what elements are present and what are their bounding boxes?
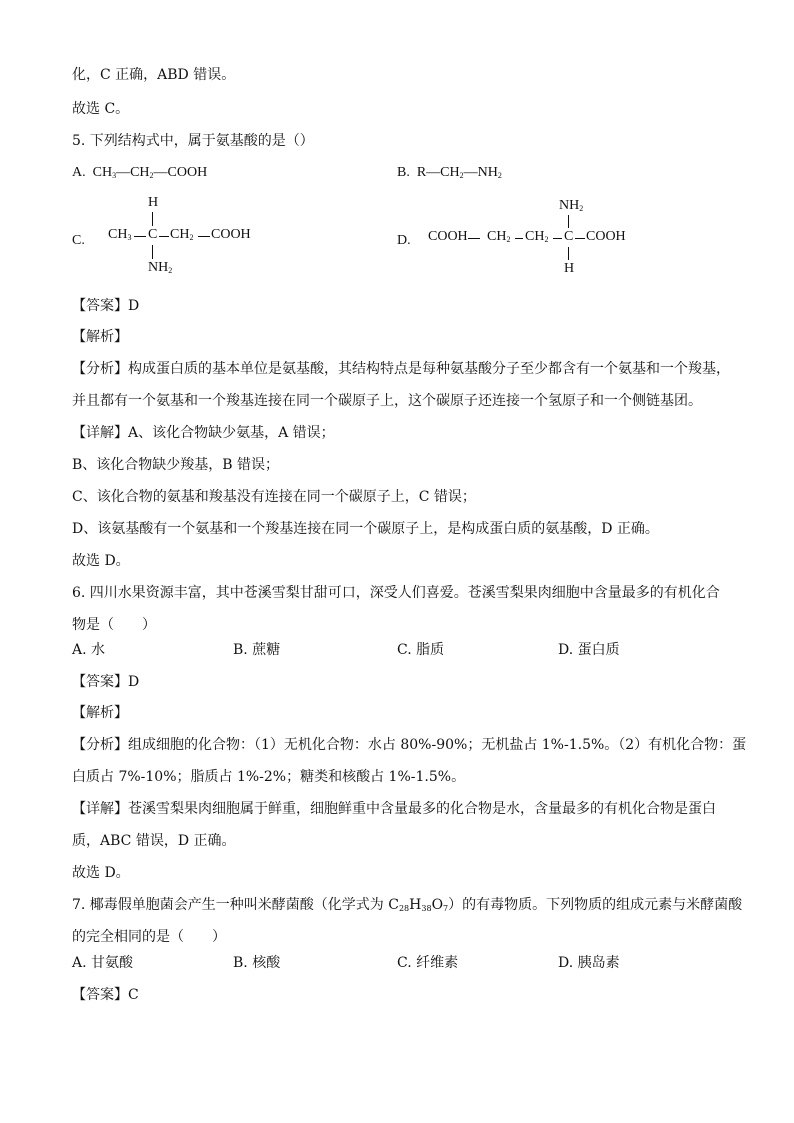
- q5-detail: B、该化合物缺少羧基，B 错误；: [72, 457, 280, 473]
- question-7-stem: 7. 椰毒假单胞菌会产生一种叫米酵菌酸（化学式为 $C_{28}H_{38}O_7$）的有毒物质。下列物质的组成元素与米酵菌酸: [72, 897, 743, 913]
- q5-detail: C、该化合物的氨基和羧基没有连接在同一个碳原子上，C 错误；: [72, 489, 476, 505]
- q6-option-d: D. 蛋白质: [558, 642, 620, 658]
- q6-option-c: C. 脂质: [397, 642, 445, 658]
- q7-answer: 【答案】C: [72, 987, 139, 1003]
- q6-detail: 【详解】苍溪雪梨果肉细胞属于鲜重，细胞鲜重中含量最多的化合物是水，含量最多的有机化合物是蛋白: [72, 801, 716, 817]
- q5-option-d-label: D.: [397, 233, 411, 248]
- q6-analysis: 白质占 7%-10%；脂质占 1%-2%；糖类和核酸占 1%-1.5%。: [72, 769, 466, 785]
- q5-selection: 故选 D。: [72, 553, 130, 569]
- q6-analysis-heading: 【解析】: [72, 705, 128, 721]
- q6-option-b: B. 蔗糖: [233, 642, 281, 658]
- text-line: 化，C 正确，ABD 错误。: [72, 67, 236, 83]
- text-line: 故选 C。: [72, 101, 130, 117]
- q5-option-c-label: C.: [72, 233, 85, 248]
- q6-option-a: A. 水: [72, 642, 106, 658]
- question-5-stem: 5. 下列结构式中，属于氨基酸的是（）: [72, 133, 314, 149]
- q7-option-b: B. 核酸: [233, 955, 281, 971]
- q5-analysis: 并且都有一个氨基和一个羧基连接在同一个碳原子上，这个碳原子还连接一个氢原子和一个侧链基团。: [72, 393, 702, 409]
- q7-option-c: C. 纤维素: [397, 955, 459, 971]
- q5-option-b: B. $R—CH_2—NH_2$: [397, 165, 502, 180]
- q7-option-a: A. 甘氨酸: [72, 955, 134, 971]
- q5-answer: 【答案】D: [72, 298, 140, 314]
- question-6-stem: 6. 四川水果资源丰富，其中苍溪雪梨甘甜可口，深受人们喜爱。苍溪雪梨果肉细胞中含量最多的有机化合: [72, 585, 720, 601]
- q6-answer: 【答案】D: [72, 674, 140, 690]
- q5-detail: 【详解】A、该化合物缺少氨基，A 错误；: [72, 425, 335, 441]
- q6-detail: 质，ABC 错误，D 正确。: [72, 833, 236, 849]
- q5-option-a: A. $CH_3—CH_2—COOH$: [72, 165, 208, 180]
- q7-option-d: D. 胰岛素: [558, 955, 620, 971]
- q6-selection: 故选 D。: [72, 865, 130, 881]
- q6-analysis: 【分析】组成细胞的化合物：（1）无机化合物：水占 80%-90%；无机盐占 1%-1.5%。（2）有机化合物：蛋: [72, 737, 747, 753]
- question-7-stem: 的完全相同的是（ ）: [72, 929, 226, 945]
- q5-detail: D、该氨基酸有一个氨基和一个羧基连接在同一个碳原子上，是构成蛋白质的氨基酸，D 正确。: [72, 521, 659, 537]
- question-6-stem: 物是（ ）: [72, 617, 156, 633]
- q5-analysis: 【分析】构成蛋白质的基本单位是氨基酸，其结构特点是每种氨基酸分子至少都含有一个氨基和一个羧基，: [72, 361, 730, 377]
- q5-analysis-heading: 【解析】: [72, 329, 128, 345]
